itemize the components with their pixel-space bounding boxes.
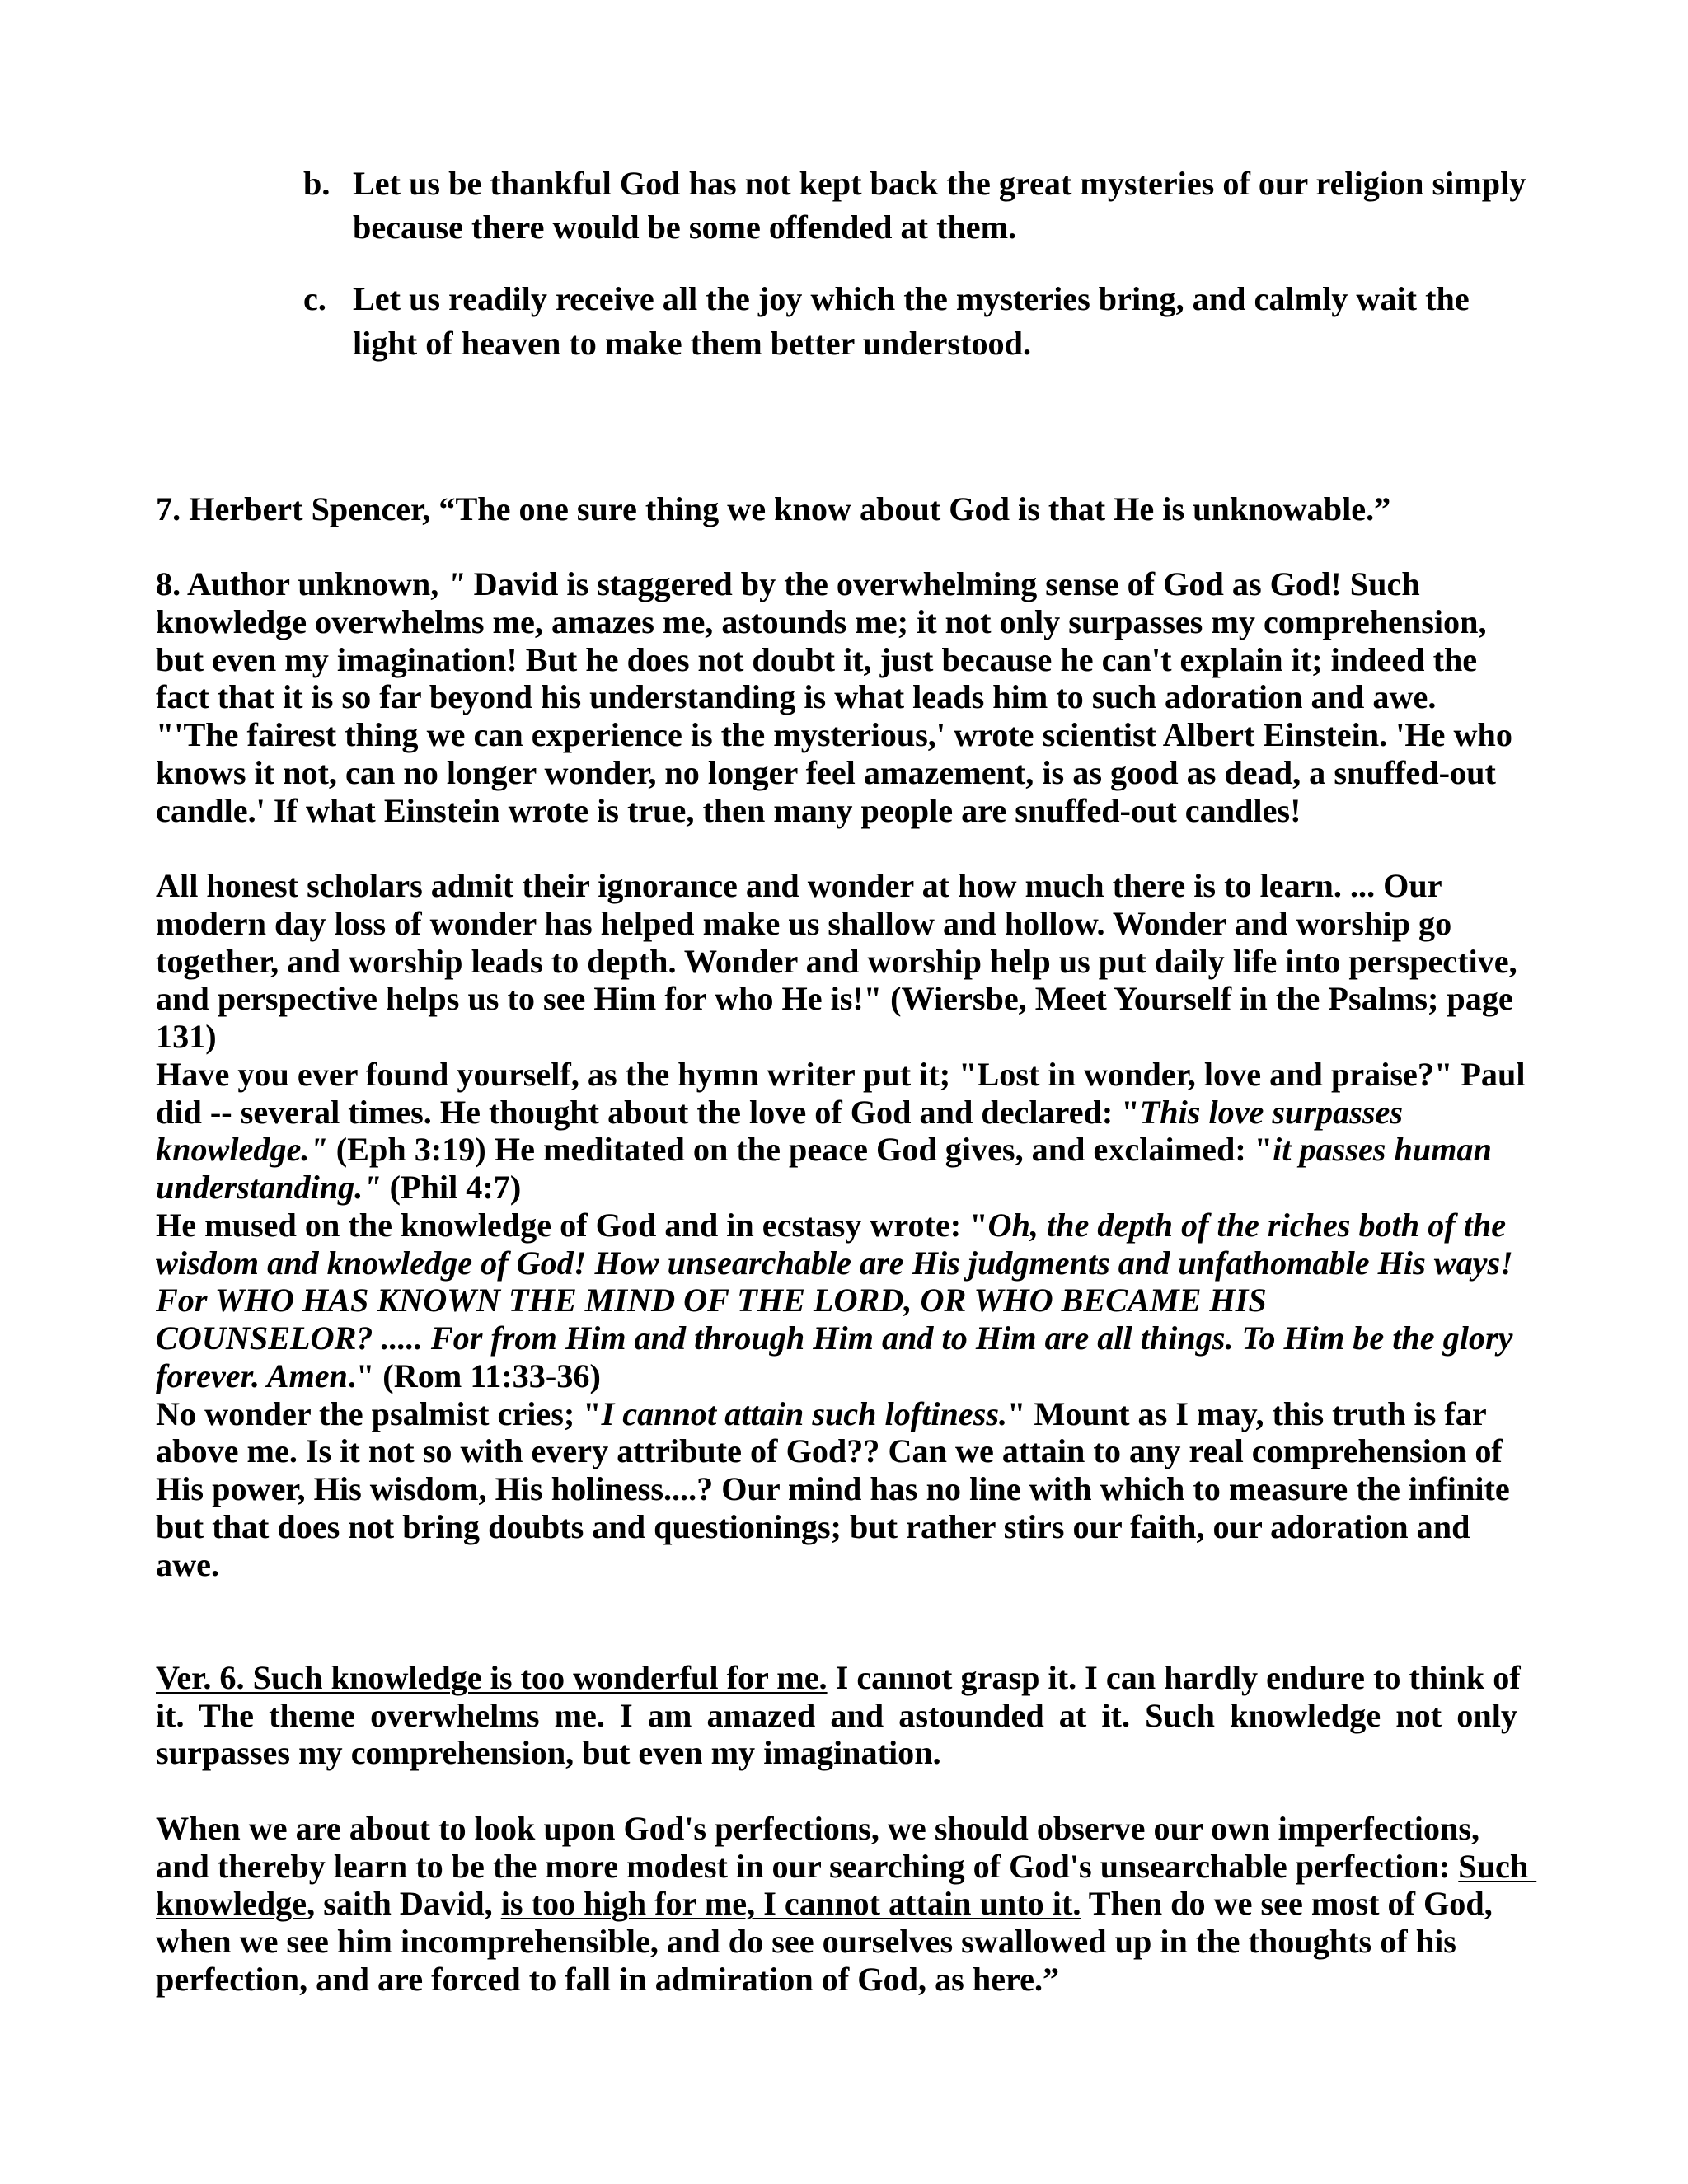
text-line: [156, 1734, 1517, 1772]
hymn-paragraph: [156, 1055, 1526, 1207]
text-run: light of heaven to make them better understood.: [353, 324, 1032, 362]
list-item-b: [303, 162, 1526, 250]
text-run: (Eph 3:19) He meditated on the peace God gives, and exclaimed: ": [327, 1131, 1273, 1169]
italic-text: it passes human: [1273, 1131, 1492, 1169]
text-run: it. The theme overwhelms me. I am amazed and astounded at it. Such knowledge not only: [156, 1696, 1517, 1734]
text-run: Then do we see most of God,: [1081, 1885, 1493, 1923]
text-line: [156, 1697, 1517, 1735]
text-run: His power, His wisdom, His holiness....? Our mind has no line with which to measure the infinite: [156, 1470, 1510, 1507]
text-run: All honest scholars admit their ignorance and wonder at how much there is to learn. ... Our: [156, 867, 1442, 904]
text-run: ." (Rom 11:33-36): [347, 1357, 601, 1394]
text-run: together, and worship leads to depth. Wonder and worship help us put daily life into perspective,: [156, 942, 1517, 980]
text-line: [353, 162, 1526, 206]
text-line: [353, 321, 1470, 366]
text-run: knowledge overwhelms me, amazes me, astounds me; it not only surpasses my comprehension,: [156, 602, 1487, 640]
text-line: [156, 641, 1517, 679]
text-run: " Mount as I may, this truth is far: [1007, 1394, 1487, 1432]
text-line: [156, 1961, 1517, 1999]
italic-text: ": [447, 565, 466, 602]
text-run: He mused on the knowledge of God and in ecstasy wrote: ": [156, 1206, 988, 1244]
list-item-text: [353, 162, 1526, 250]
text-line: [156, 1319, 1517, 1357]
text-run: When we are about to look upon God's perfections, we should observe our own imperfections,: [156, 1809, 1480, 1847]
text-run: but even my imagination! But he does not doubt it, just because he can't explain it; indeed the: [156, 640, 1478, 678]
text-run: modern day loss of wonder has helped make us shallow and hollow. Wonder and worship go: [156, 904, 1452, 942]
text-line: [156, 1923, 1517, 1961]
text-line: [156, 754, 1517, 792]
text-run: 8. Author unknown,: [156, 565, 448, 602]
underlined-text: knowledge: [156, 1885, 307, 1923]
text-run: awe.: [156, 1545, 219, 1583]
item-8-paragraph: [156, 565, 1517, 829]
text-run: No wonder the psalmist cries; ": [156, 1394, 602, 1432]
italic-text: I cannot attain such loftiness.: [601, 1394, 1008, 1432]
list-marker: b.: [303, 164, 331, 202]
text-run: but that does not bring doubts and questionings; but rather stirs our faith, our adoration and: [156, 1507, 1470, 1545]
text-line: [156, 1470, 1517, 1508]
text-line: [156, 1847, 1537, 1886]
item-7-paragraph: [156, 490, 1517, 528]
text-run: Have you ever found yourself, as the hymn writer put it; "Lost in wonder, love and praise?" Paul: [156, 1055, 1526, 1093]
underlined-text: is too high for me, I cannot attain unto it.: [500, 1885, 1081, 1923]
text-line: [156, 1207, 1517, 1244]
text-line: [353, 205, 1526, 250]
text-line: [156, 905, 1517, 943]
text-run: perfection, and are forced to fall in admiration of God, as here.”: [156, 1960, 1060, 1998]
verse-6-paragraph: [156, 1658, 1521, 1772]
list-marker: c.: [303, 280, 326, 318]
text-line: [156, 678, 1517, 716]
list-item-c: [303, 277, 1470, 365]
italic-text: forever. Amen: [156, 1357, 348, 1394]
text-line: [156, 1810, 1517, 1848]
text-line: [156, 1546, 1517, 1584]
text-run: surpasses my comprehension, but even my imagination.: [156, 1734, 941, 1772]
text-line: [156, 565, 1517, 603]
italic-text: understanding.": [156, 1169, 382, 1206]
text-run: did -- several times. He thought about the love of God and declared: ": [156, 1093, 1140, 1131]
text-line: [156, 867, 1517, 905]
text-run: Let us be thankful God has not kept back the great mysteries of our religion simply: [353, 164, 1526, 202]
text-run: above me. Is it not so with every attribute of God?? Can we attain to any real comprehension of: [156, 1432, 1503, 1470]
text-line: [156, 1282, 1517, 1319]
text-line: [156, 603, 1517, 641]
text-run: (Phil 4:7): [381, 1169, 522, 1206]
italic-text: COUNSELOR? ..... For from Him and through Him and to Him are all things. To Him be the glory: [156, 1319, 1513, 1357]
text-line: [156, 1244, 1517, 1282]
text-run: I cannot grasp it. I can hardly endure to think of: [827, 1658, 1521, 1696]
text-line: [156, 1131, 1517, 1169]
text-line: [156, 1658, 1521, 1697]
text-run: fact that it is so far beyond his understanding is what leads him to such adoration and awe.: [156, 678, 1437, 716]
text-run: candle.' If what Einstein wrote is true, then many people are snuffed-out candles!: [156, 791, 1301, 829]
wonder-paragraph: [156, 867, 1517, 1056]
text-run: "'The fairest thing we can experience is the mysterious,' wrote scientist Albert Einstein. 'He who: [156, 716, 1512, 753]
text-run: David is staggered by the overwhelming sense of God as God! Such: [465, 565, 1420, 602]
text-line: [156, 1094, 1517, 1132]
text-line: [156, 792, 1517, 830]
text-run: 7. Herbert Spencer, “The one sure thing we know about God is that He is unknowable.”: [156, 490, 1391, 527]
text-line: [156, 980, 1517, 1018]
italic-text: knowledge.": [156, 1131, 328, 1169]
text-line: [156, 716, 1517, 754]
text-run: and perspective helps us to see Him for who He is!" (Wiersbe, Meet Yourself in the Psalms; page: [156, 980, 1513, 1018]
document-body: [156, 490, 1537, 1999]
text-run: 131): [156, 1018, 217, 1055]
italic-text: This love surpasses: [1139, 1093, 1403, 1131]
text-run: and thereby learn to be the more modest in our searching of God's unsearchable perfection:: [156, 1847, 1459, 1885]
italic-text: wisdom and knowledge of God! How unsearchable are His judgments and unfathomable His ways!: [156, 1244, 1513, 1282]
text-run: because there would be some offended at them.: [353, 209, 1017, 246]
text-line: [156, 1508, 1517, 1546]
text-run: knows it not, can no longer wonder, no longer feel amazement, is as good as dead, a snuffed-out: [156, 753, 1496, 791]
underlined-text: Ver. 6. Such knowledge is too wonderful for me.: [156, 1658, 828, 1696]
text-line: [156, 1432, 1517, 1470]
text-line: [156, 1357, 1517, 1395]
psalmist-paragraph: [156, 1395, 1517, 1584]
italic-text: Oh, the depth of the riches both of the: [987, 1206, 1507, 1244]
text-line: [156, 490, 1517, 528]
text-run: when we see him incomprehensible, and do see ourselves swallowed up in the thoughts of his: [156, 1923, 1456, 1960]
closing-paragraph: [156, 1809, 1537, 1999]
text-line: [156, 1885, 1517, 1923]
text-line: [156, 1055, 1526, 1094]
text-run: , saith David,: [307, 1885, 501, 1923]
italic-text: For WHO HAS KNOWN THE MIND OF THE LORD, OR WHO BECAME HIS: [156, 1282, 1267, 1319]
text-line: [156, 1018, 1517, 1056]
text-line: [353, 277, 1470, 321]
underlined-text: Such: [1458, 1847, 1537, 1885]
list-item-text: [353, 277, 1470, 365]
text-line: [156, 943, 1517, 981]
romans-paragraph: [156, 1207, 1517, 1395]
text-run: Let us readily receive all the joy which the mysteries bring, and calmly wait the: [353, 280, 1470, 318]
text-line: [156, 1395, 1517, 1433]
text-line: [156, 1169, 1517, 1207]
